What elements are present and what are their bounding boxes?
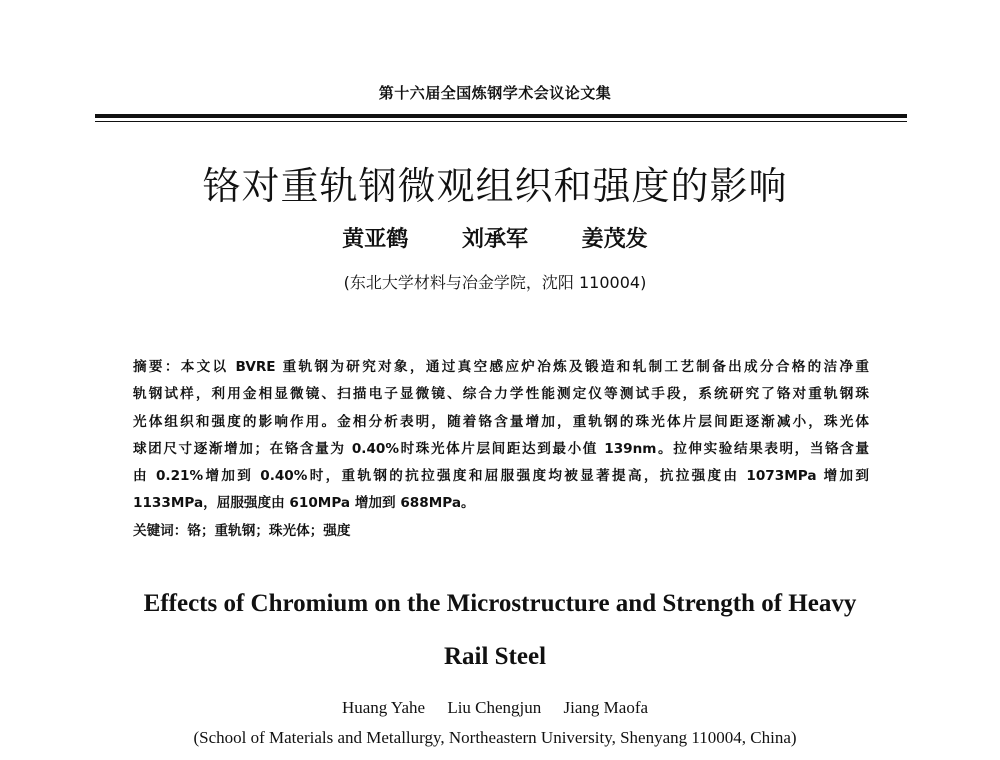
- author: 黄亚鹤: [342, 226, 409, 252]
- abstract: [133, 354, 869, 545]
- header-rule-thin: [95, 121, 907, 122]
- affiliation: (东北大学材料与冶金学院，沈阳 110004): [343, 273, 647, 292]
- english-author-list: [0, 698, 990, 718]
- paper-title: 铬对重轨钢微观组织和强度的影响: [202, 164, 788, 208]
- english-affiliation: (School of Materials and Metallurgy, Northeastern University, Shenyang 110004, China): [193, 728, 797, 747]
- abstract-line: 光体组织和强度的影响作用。金相分析表明，随着铬含量增加，重轨钢的珠光体片层间距逐渐减小，珠光体: [133, 413, 869, 430]
- english-title-line1: Effects of Chromium on the Microstructure and Strength of Heavy: [143, 590, 857, 617]
- author-list: [0, 222, 990, 253]
- abstract-line: 轨钢试样，利用金相显微镜、扫描电子显微镜、综合力学性能测定仪等测试手段，系统研究了铬对重轨钢珠: [133, 386, 869, 403]
- english-author: Jiang Maofa: [563, 698, 649, 717]
- english-author: Huang Yahe: [341, 698, 426, 717]
- author: 姜茂发: [581, 226, 648, 252]
- abstract-line: 由 0.21%增加到 0.40%时，重轨钢的抗拉强度和屈服强度均被显著提高，抗拉强度由 1073MPa 增加到: [133, 468, 869, 485]
- header-rule-thick: [95, 114, 907, 118]
- abstract-line: 球团尺寸逐渐增加；在铬含量为 0.40%时珠光体片层间距达到最小值 139nm。拉伸实验结果表明，当铬含量: [133, 440, 869, 457]
- abstract-line: 1133MPa，屈服强度由 610MPa 增加到 688MPa。: [133, 495, 475, 512]
- author: 刘承军: [461, 226, 528, 252]
- english-title-line2: Rail Steel: [443, 643, 547, 670]
- abstract-line: 摘要：本文以 BVRE 重轨钢为研究对象，通过真空感应炉冶炼及锻造和轧制工艺制备出成分合格的洁净重: [133, 359, 869, 375]
- running-head: 第十六届全国炼钢学术会议论文集: [378, 84, 612, 102]
- keywords: 关键词：铬；重轨钢；珠光体；强度: [133, 522, 351, 539]
- english-author: Liu Chengjun: [447, 698, 542, 717]
